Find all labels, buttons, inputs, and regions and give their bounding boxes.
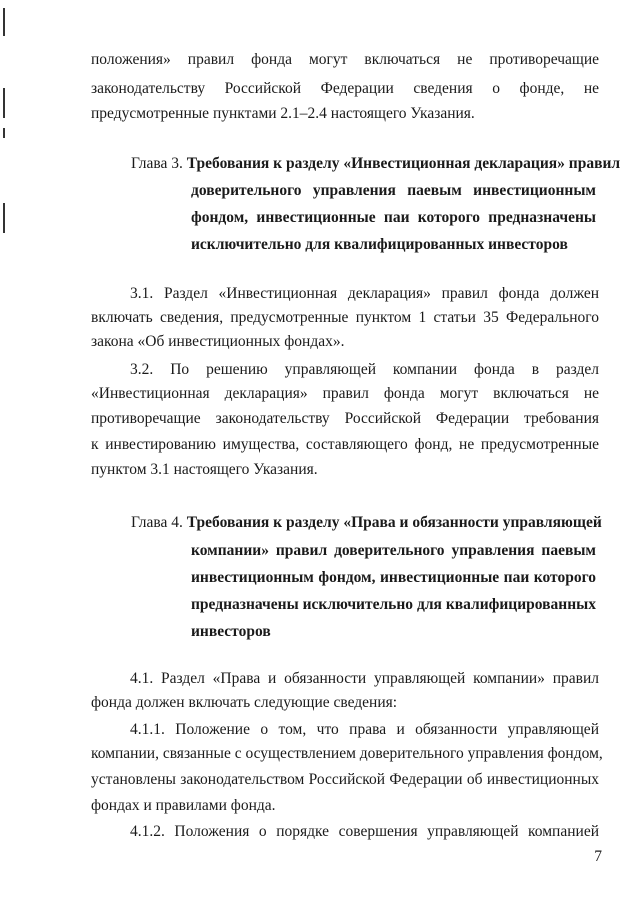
paragraph-4-1-1-line: 4.1.1. Положение о том, что права и обязанности управляющей	[130, 721, 599, 738]
paragraph-4-1-1-line: фондах и правилами фонда.	[91, 797, 276, 814]
paragraph-4-1-2-line: 4.1.2. Положения о порядке совершения управляющей компанией	[130, 823, 599, 840]
chapter3-title-line: фондом, инвестиционные паи которого предназначены	[191, 209, 596, 226]
paragraph-3-1-line: включать сведения, предусмотренные пунктом 1 статьи 35 Федерального	[91, 309, 599, 326]
paragraph-4-1-line: фонда должен включать следующие сведения:	[91, 694, 398, 711]
chapter3-title-line: Требования к разделу «Инвестиционная декларация» правил	[186, 155, 621, 172]
paragraph-3-2-line: пунктом 3.1 настоящего Указания.	[91, 461, 318, 478]
chapter4-title-line: инвесторов	[191, 623, 271, 640]
chapter4-title-line: Требования к разделу «Права и обязанности управляющей	[186, 514, 602, 531]
intro-line: положения» правил фонда могут включаться не противоречащие	[91, 51, 599, 68]
scan-artifact	[3, 8, 5, 36]
paragraph-4-1-1-line: установлены законодательством Российской Федерации об инвестиционных	[91, 771, 599, 788]
chapter4-title-line: компании» правил доверительного управления паевым	[191, 542, 596, 559]
chapter4-title-line: предназначены исключительно для квалифицированных	[191, 596, 596, 613]
paragraph-3-2-line: 3.2. По решению управляющей компании фонда в раздел	[130, 361, 599, 378]
paragraph-4-1-line: 4.1. Раздел «Права и обязанности управляющей компании» правил	[130, 670, 599, 687]
paragraph-3-2-line: противоречащие законодательству Российской Федерации требования	[91, 410, 599, 427]
chapter3-heading	[131, 150, 621, 177]
chapter3-title-line: исключительно для квалифицированных инвесторов	[191, 236, 568, 253]
paragraph-4-1-1-line: компании, связанные с осуществлением доверительного управления фондом,	[91, 745, 603, 762]
scan-artifact	[3, 88, 5, 118]
chapter4-heading	[131, 509, 602, 536]
intro-line: законодательству Российской Федерации сведения о фонде, не	[91, 80, 599, 97]
paragraph-3-1-line: 3.1. Раздел «Инвестиционная декларация» правил фонда должен	[130, 285, 599, 302]
scan-artifact	[3, 203, 5, 233]
paragraph-3-1-line: закона «Об инвестиционных фондах».	[91, 333, 345, 350]
page-number: 7	[594, 848, 602, 865]
chapter3-label: Глава 3.	[131, 155, 183, 172]
intro-line: предусмотренные пунктами 2.1–2.4 настоящего Указания.	[91, 105, 475, 122]
chapter4-title-line: инвестиционным фондом, инвестиционные паи которого	[191, 569, 596, 586]
chapter4-label: Глава 4.	[131, 514, 183, 531]
paragraph-3-2-line: «Инвестиционная декларация» правил фонда могут включаться не	[91, 385, 599, 402]
chapter3-title-line: доверительного управления паевым инвестиционным	[191, 182, 596, 199]
paragraph-3-2-line: к инвестированию имущества, составляющего фонд, не предусмотренные	[91, 436, 599, 453]
scan-artifact	[3, 128, 5, 138]
